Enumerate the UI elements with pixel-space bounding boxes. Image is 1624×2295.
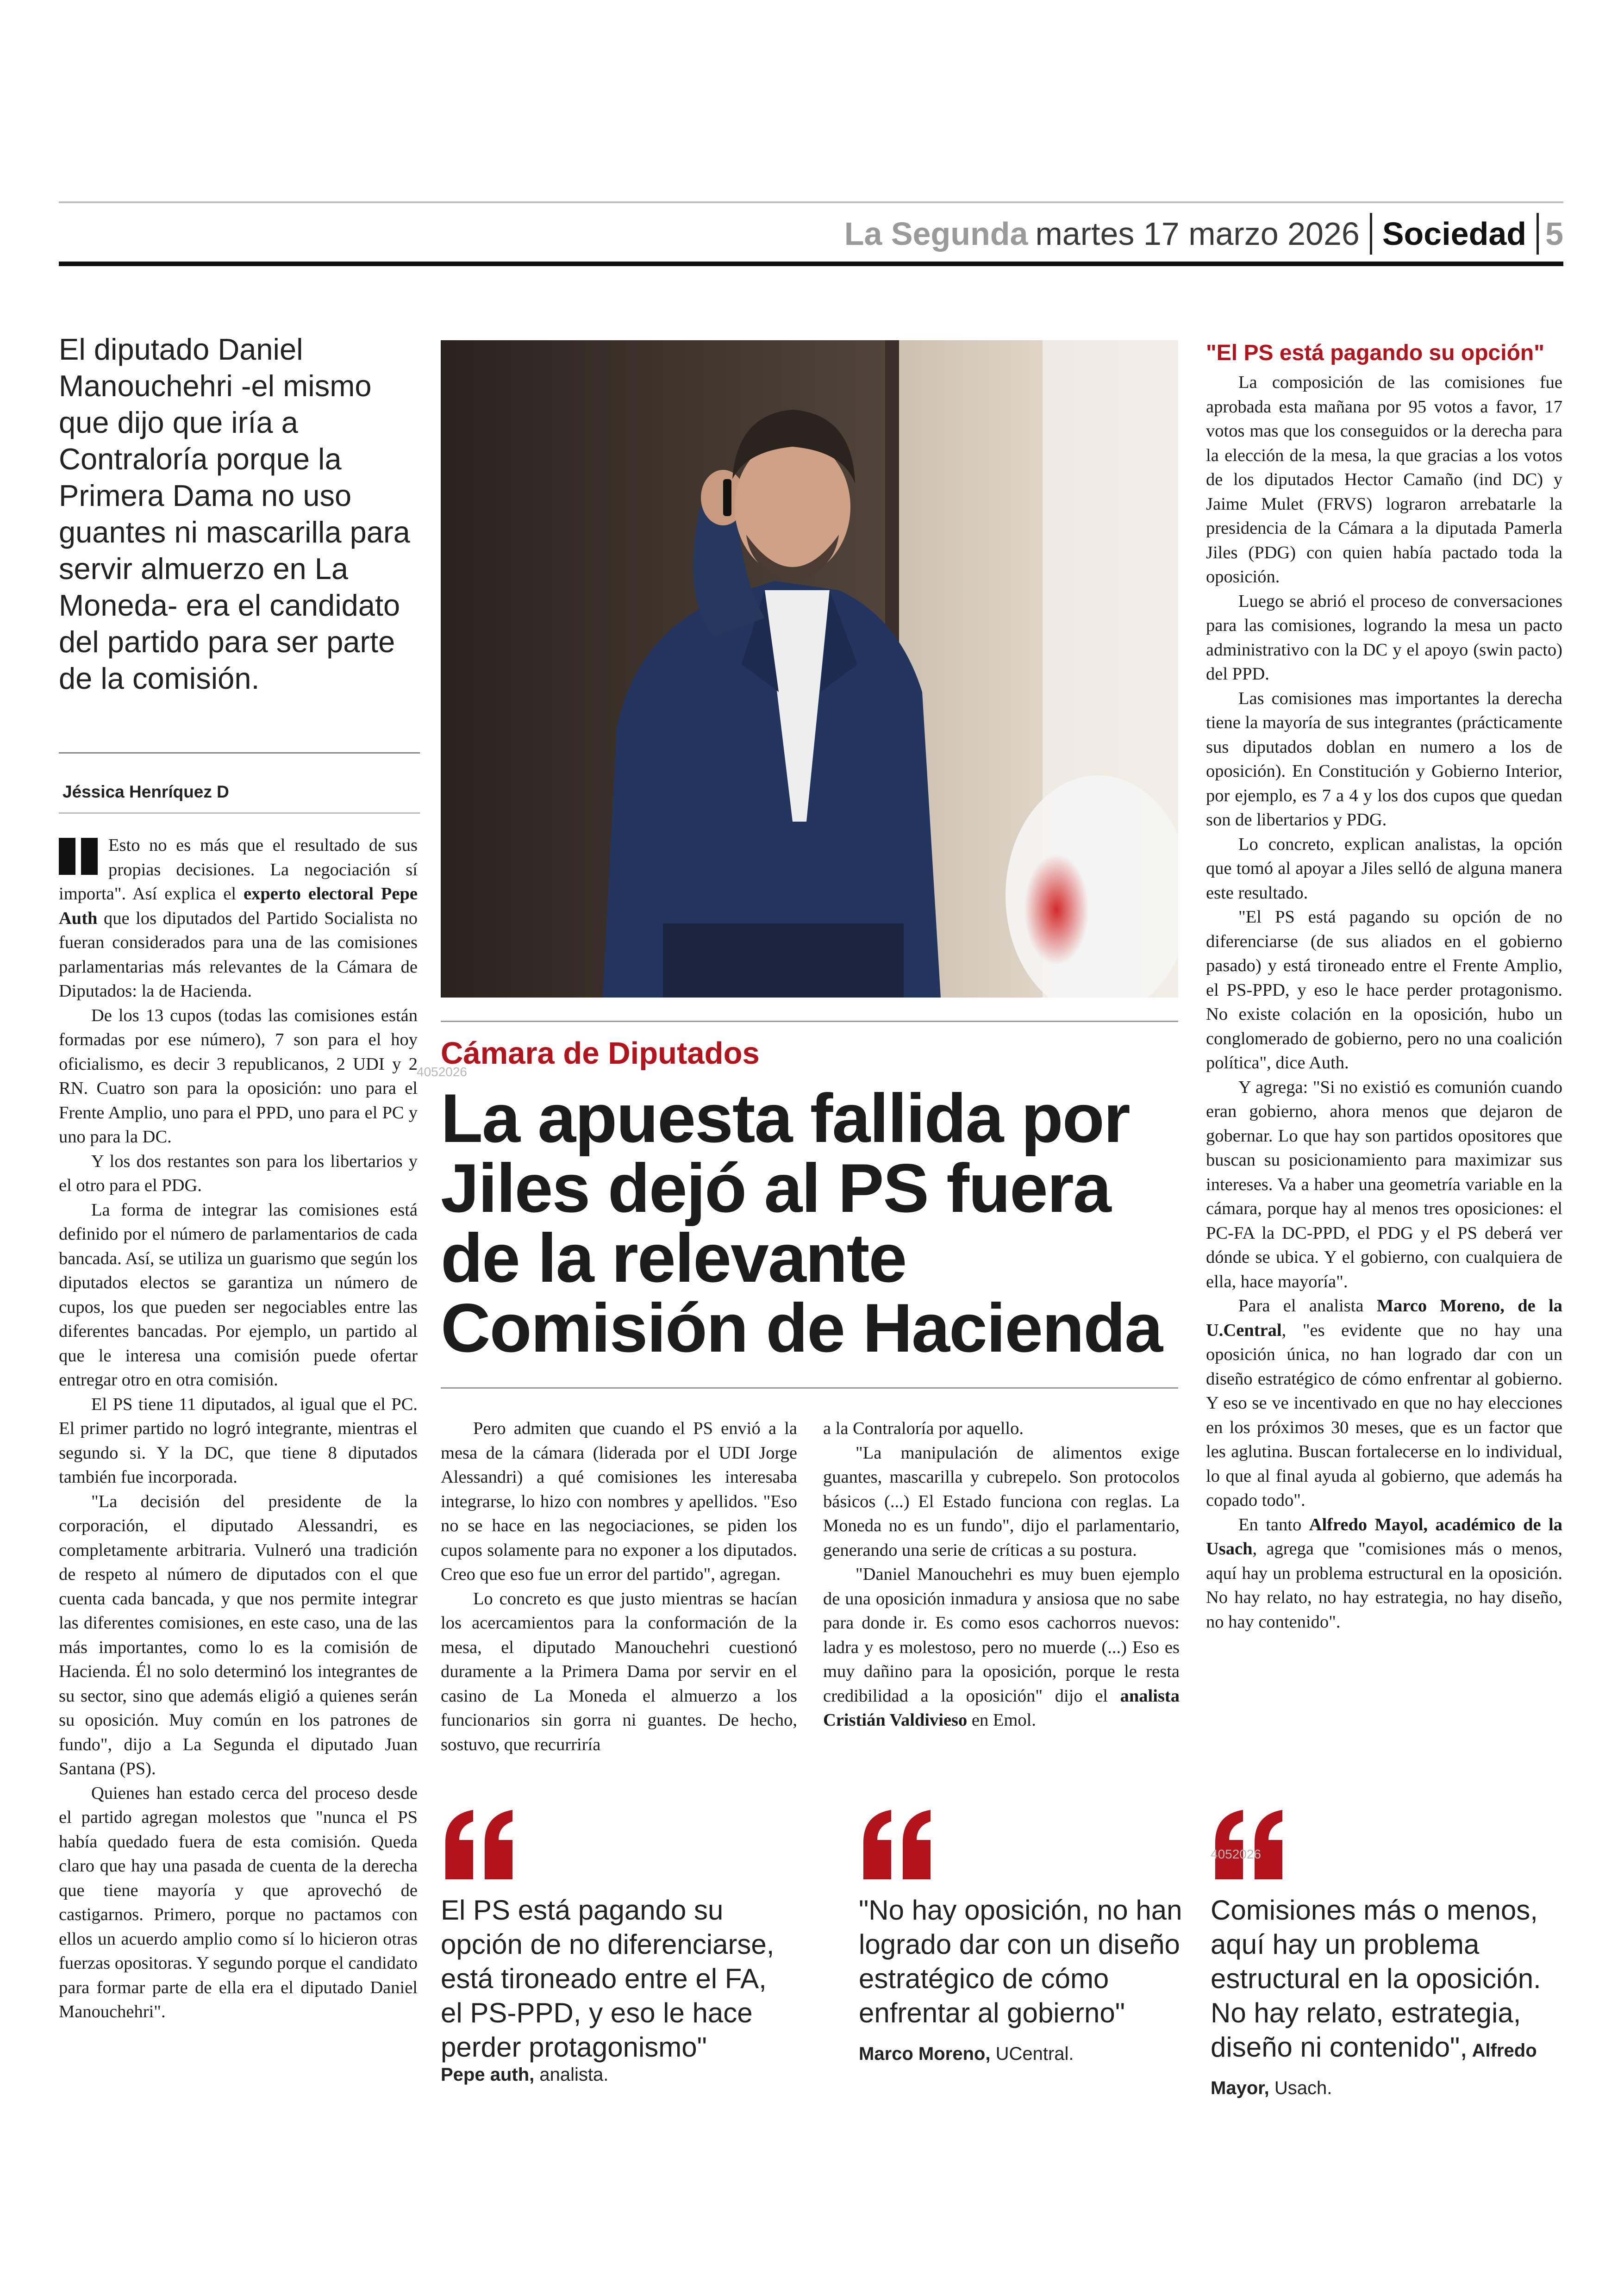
paragraph: En tanto Alfredo Mayol, académico de la Usach, agrega que "comisiones más o menos, aquí hay un problema estructural en la oposición. No hay relato, no hay estrategia, no hay diseño, no hay contenido".	[1206, 1515, 1563, 1632]
watermark: 4052026	[417, 1065, 468, 1079]
drop-quote-icon	[59, 838, 103, 875]
paragraph: Las comisiones mas importantes la derecha tiene la mayoría de sus integrantes (prácticamente sus diputados doblan en numero a los de oposición). En Constitución y Gobierno Interior, por ejemplo, es 7 a 4 y los dos cupos que quedan son de libertarios y PDG.	[1206, 688, 1562, 829]
header-bottom-rule	[59, 262, 1563, 266]
divider	[441, 1387, 1178, 1389]
quote-mark-icon	[441, 1810, 519, 1879]
headline: La apuesta fallida por Jiles dejó al PS fuera de la relevante Comisión de Hacienda	[441, 1079, 1162, 1366]
paragraph: Y agrega: "Si no existió es comunión cuando eran gobierno, ahora menos que dejaron de gobernar. Lo que hay son partidos opositores que buscan su posicionamiento para maximizar sus intereses. Va a haber una geometría variable en la cámara, porque hay al menos tres oposiciones: el PC-FA la DC-PPD, el PDG y el PS deberá ver dónde se ubica. Y el gobierno, con cualquiera de ella, hace mayoría".	[1206, 1077, 1562, 1291]
paragraph: La forma de integrar las comisiones está definido por el número de parlamentarios de cada bancada. Así, se utiliza un guarismo que según los diputados electos se garantiza un número de cupos, los que pueden ser negociables entre las diferentes bancadas. Por ejemplo, un partido al que le interesa una comisión puede ofertar entregar otro en otra comisión.	[59, 1200, 418, 1390]
page-number: 5	[1545, 216, 1563, 252]
paragraph: El PS tiene 11 diputados, al igual que el PC. El primer partido no logró integrante, mientras el segundo si. Y la DC, que tiene 8 diputados también fue incorporada.	[59, 1394, 418, 1487]
pull-quote-2	[859, 1810, 1183, 2071]
article-photo	[441, 340, 1178, 998]
masthead-divider	[1537, 213, 1539, 255]
paragraph: Luego se abrió el proceso de conversaciones para las comisiones, logrando la mesa un pacto administrativo con la DC y el apoyo (swin pacto) del PPD.	[1206, 591, 1562, 684]
pull-quote-1	[441, 1810, 793, 2085]
divider	[59, 752, 420, 754]
newspaper-name: La Segunda	[844, 216, 1028, 252]
issue-date: martes 17 marzo 2026	[1035, 216, 1360, 252]
paragraph: Esto no es más que el resultado de sus propias decisiones. La negociación sí importa". Así explica el experto electoral Pepe Auth que los diputados del Partido Socialista no fueran considerados para una de las comisiones parlamentarias más relevantes de la Cámara de Diputados: la de Hacienda.	[59, 836, 418, 1001]
divider	[441, 1021, 1178, 1022]
quote-text: Comisiones más o menos, aquí hay un problema estructural en la oposición. No hay relato, estrategia, diseño ni contenido", Alfredo Mayor, Usach.	[1211, 1895, 1541, 2098]
paragraph: "El PS está pagando su opción de no diferenciarse (de sus aliados en el gobierno pasado) y está tironeado entre el Frente Amplio, el PS-PPD, y eso le hace perder protagonismo. No existe colación en la oposición, hubo un conglomerado de gobierno, pero no una coalición política", dice Auth.	[1206, 907, 1562, 1073]
quote-attribution: Pepe auth, analista.	[441, 2064, 609, 2085]
paragraph: a la Contraloría por aquello.	[823, 1419, 1024, 1438]
body-column-3	[823, 1416, 1180, 1733]
paragraph: "Daniel Manouchehri es muy buen ejemplo de una oposición inmadura y ansiosa que no sabe para donde ir. Es como esos cachorros nuevos: ladra y es molestoso, pero no muerde (...) Eso es muy dañino para la oposición, porque le resta credibilidad a la oposición" dijo el analista Cristián Valdivieso en Emol.	[823, 1565, 1180, 1730]
paragraph: Para el analista Marco Moreno, de la U.Central, "es evidente que no hay una oposición única, no han logrado dar con un diseño estratégico de cómo enfrentar al gobierno. Y eso se ve incentivado en que no hay elecciones en los próximos 30 meses, que es un factor que les aglutina. Buscan fortalecerse en lo individual, lo que al final ayuda al gobierno, que además ha copado todo".	[1206, 1296, 1562, 1510]
paragraph: "La manipulación de alimentos exige guantes, mascarilla y cubrepelo. Son protocolos básicos (...) El Estado funciona con reglas. La Moneda no es un fundo", dijo el parlamentario, generando una serie de críticas a su postura.	[823, 1443, 1180, 1560]
paragraph: De los 13 cupos (todas las comisiones están formadas por ese número), 7 son para el hoy oficialismo, es decir 3 republicanos, 2 UDI y 2 RN. Cuatro son para la oposición: uno para el Frente Amplio, uno para el PPD, uno para el PC y uno para la DC.	[59, 1005, 418, 1147]
paragraph: Y los dos restantes son para los libertarios y el otro para el PDG.	[59, 1151, 418, 1195]
paragraph: Quienes han estado cerca del proceso desde el partido agregan molestos que "nunca el PS había quedado fuera de esta comisión. Queda claro que hay una pasada de cuenta de la derecha que tiene mayoría y que aprovechó de castigarnos. Primero, porque no pactamos con ellos un acuerdo amplio como sí lo hicieron otras fuerzas opositoras. Y segundo porque el candidato para formar parte de ella era el diputado Daniel Manouchehri".	[59, 1783, 418, 2021]
header-top-rule	[59, 201, 1563, 203]
paragraph: Lo concreto, explican analistas, la opción que tomó al apoyar a Jiles selló de alguna manera este resultado.	[1206, 834, 1562, 903]
bold-name: Marco Moreno, de la U.Central	[1206, 1296, 1562, 1340]
paragraph: Pero admiten que cuando el PS envió a la mesa de la cámara (liderada por el UDI Jorge Alessandri) a qué comisiones les interesaba integrarse, lo hizo con nombres y apellidos. "Eso no se hace en las negociaciones, se piden los cupos solamente para no exponer a los diputados. Creo que eso fue un error del partido", agregan.	[441, 1419, 797, 1584]
article-summary: El diputado Daniel Manouchehri -el mismo que dijo que iría a Contraloría porque la Primera Dama no uso guantes ni mascarilla para servir almuerzo en La Moneda- era el candidato del partido para ser parte de la comisión.	[59, 332, 410, 695]
paragraph: La composición de las comisiones fue aprobada esta mañana por 95 votos a favor, 17 votos mas que los conseguidos or la derecha para la elección de la mesa, la que gracias a los votos de los diputados Hector Camaño (ind DC) y Jaime Mulet (FRVS) lograron arrebatarle la presidencia de la Cámara a la diputada Pamerla Jiles (PDG) con quien había pactado toda la oposición.	[1206, 373, 1562, 586]
bold-name: analista Cristián Valdivieso	[823, 1686, 1180, 1730]
page-header	[59, 201, 1563, 266]
divider	[59, 812, 420, 814]
body-column-1	[59, 833, 418, 2024]
section-name: Sociedad	[1382, 216, 1527, 252]
quote-text: El PS está pagando su opción de no diferenciarse, está tironeado entre el FA, el PS-PPD, y eso le hace perder protagonismo"	[441, 1895, 775, 2063]
quote-text: "No hay oposición, no han logrado dar con un diseño estratégico de cómo enfrentar al gobierno" Marco Moreno, UCentral.	[859, 1895, 1182, 2064]
bold-name: experto electoral Pepe Auth	[59, 884, 418, 928]
masthead-divider	[1370, 213, 1372, 255]
masthead	[844, 208, 1563, 259]
byline: Jéssica Henríquez D	[62, 782, 229, 801]
bold-name: Alfredo Mayol, académico de la Usach	[1206, 1515, 1563, 1559]
paragraph: "La decisión del presidente de la corporación, el diputado Alessandri, es completamente arbitraria. Vulneró una tradición de respeto al número de diputados con el que cuenta cada bancada, y que nos permite integrar las diferentes comisiones, en este caso, una de las más importantes, como lo es la comisión de Hacienda. Él no solo determinó los integrantes de su sector, sino que además eligió a quienes serán su oposición. Muy común en los patrones de fundo", dijo a La Segunda el diputado Juan Santana (PS).	[59, 1491, 418, 1778]
quote-mark-icon	[859, 1810, 937, 1879]
quote-mark-icon	[1211, 1810, 1289, 1879]
body-column-2	[441, 1416, 797, 1757]
pull-quote-3	[1211, 1810, 1562, 2105]
sidebar-heading: "El PS está pagando su opción"	[1206, 341, 1544, 365]
paragraph: Lo concreto es que justo mientras se hacían los acercamientos para la conformación de la mesa, el diputado Manouchehri cuestionó duramente a la Primera Dama por servir en el casino de La Moneda el almuerzo a los funcionarios sin gorra ni guantes. De hecho, sostuvo, que recurriría	[441, 1589, 797, 1754]
section-kicker: Cámara de Diputados	[441, 1036, 760, 1071]
watermark: 4052026	[1211, 1847, 1262, 1861]
photo-illustration	[441, 340, 1178, 998]
body-column-4	[1206, 370, 1562, 1634]
